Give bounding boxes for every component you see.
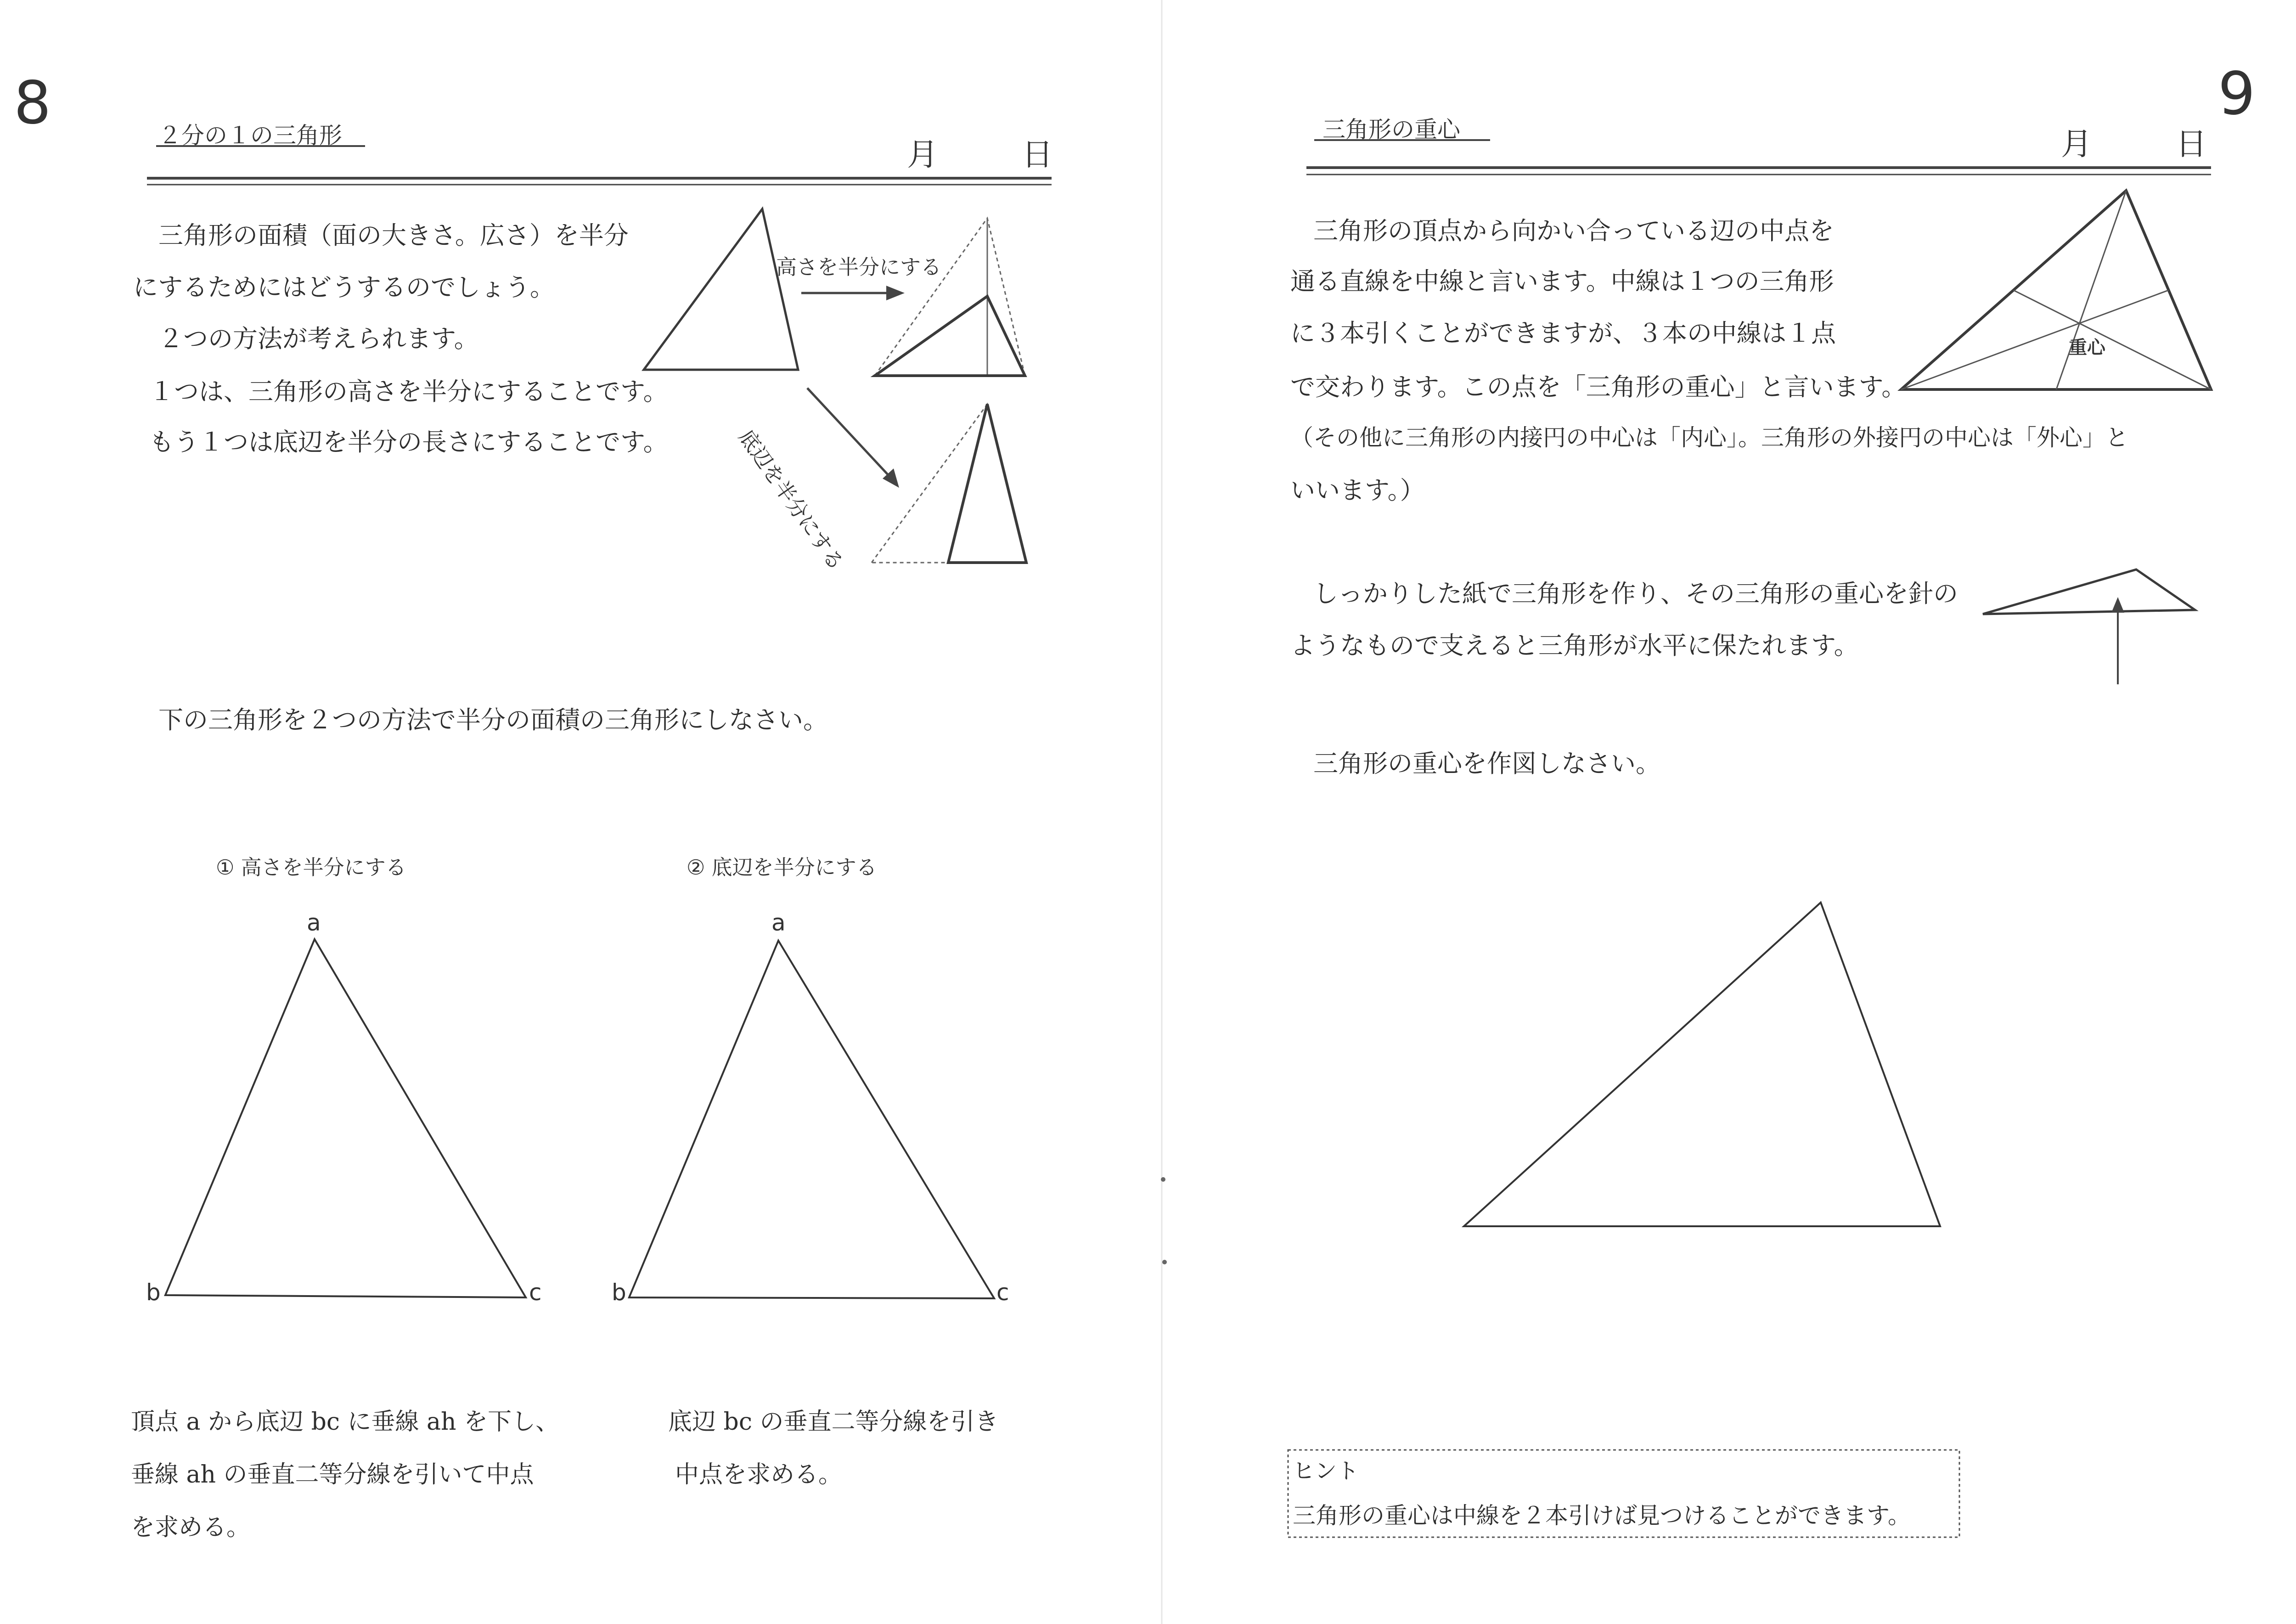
speck xyxy=(1161,1177,1165,1182)
ex1-vertex-c: c xyxy=(529,1279,542,1306)
ex1-step-2: 垂線 ah の垂直二等分線を引いて中点 xyxy=(131,1461,534,1489)
page-title-right: 三角形の重心 xyxy=(1322,116,1460,143)
intro-line-3: ２つの方法が考えられます。 xyxy=(158,324,479,353)
exercise1-triangle xyxy=(165,939,526,1297)
balance-line-2: ようなもので支えると三角形が水平に保たれます。 xyxy=(1290,631,1859,660)
ex2-vertex-b: b xyxy=(612,1279,626,1306)
right-instruction: 三角形の重心を作図しなさい。 xyxy=(1313,749,1660,778)
right-intro-line-2: 通る直線を中線と言います。中線は１つの三角形 xyxy=(1290,267,1834,296)
exercise2-heading: ② 底辺を半分にする xyxy=(687,855,877,880)
right-intro-line-6: いいます。） xyxy=(1290,476,1425,505)
centroid-label: 重心 xyxy=(2069,337,2105,358)
intro-line-5: もう１つは底辺を半分の長さにすることです。 xyxy=(149,428,668,457)
right-intro-line-4: で交わります。この点を「三角形の重心」と言います。 xyxy=(1290,372,1907,401)
month-label-left: 月 xyxy=(907,137,939,173)
page-number-left: 8 xyxy=(14,69,51,137)
exercise1-heading: ① 高さを半分にする xyxy=(216,855,406,880)
right-intro-line-5: （その他に三角形の内接円の中心は「内心」。三角形の外接円の中心は「外心」と xyxy=(1290,424,2128,451)
hint-text: 三角形の重心は中線を２本引けば見つけることができます。 xyxy=(1293,1502,1911,1529)
arrow-diagonal-icon xyxy=(807,388,899,488)
balance-line-1: しっかりした紙で三角形を作り、その三角形の重心を針の xyxy=(1313,579,1958,608)
left-instruction: 下の三角形を２つの方法で半分の面積の三角形にしなさい。 xyxy=(158,705,828,734)
exercise2-triangle xyxy=(629,941,994,1298)
page-title-left: ２分の１の三角形 xyxy=(158,122,342,149)
right-intro-line-1: 三角形の頂点から向かい合っている辺の中点を xyxy=(1313,216,1834,245)
speck xyxy=(1162,1260,1167,1264)
ex2-step-1: 底辺 bc の垂直二等分線を引き xyxy=(668,1408,999,1436)
ex2-vertex-a: a xyxy=(771,909,786,936)
original-triangle-diagram xyxy=(644,209,798,370)
ex1-vertex-b: b xyxy=(146,1279,161,1306)
exercise3-triangle xyxy=(1464,902,1940,1226)
day-label-left: 日 xyxy=(1022,137,1053,173)
base-half-label: 底辺を半分にする xyxy=(734,425,849,575)
month-label-right: 月 xyxy=(2061,126,2093,163)
right-intro-line-3: に３本引くことができますが、３本の中線は１点 xyxy=(1290,319,1836,348)
day-label-right: 日 xyxy=(2176,126,2207,163)
page-number-right: 9 xyxy=(2218,60,2256,128)
height-half-label: 高さを半分にする xyxy=(776,255,942,279)
height-halved-triangle-diagram xyxy=(875,218,1025,376)
ex1-vertex-a: a xyxy=(307,909,321,936)
arrow-right-icon xyxy=(801,286,905,300)
ex1-step-1: 頂点 a から底辺 bc に垂線 ah を下し、 xyxy=(131,1408,560,1436)
intro-line-4: １つは、三角形の高さを半分にすることです。 xyxy=(149,377,668,406)
hint-title: ヒント xyxy=(1293,1458,1359,1484)
intro-line-1: 三角形の面積（面の大きさ。広さ）を半分 xyxy=(158,221,629,250)
balance-diagram xyxy=(1983,570,2195,684)
intro-line-2: にするためにはどうするのでしょう。 xyxy=(133,273,555,302)
ex2-vertex-c: c xyxy=(996,1279,1009,1306)
ex1-step-3: を求める。 xyxy=(131,1514,251,1541)
centroid-diagram xyxy=(1901,191,2211,389)
ex2-step-2: 中点を求める。 xyxy=(675,1461,843,1489)
